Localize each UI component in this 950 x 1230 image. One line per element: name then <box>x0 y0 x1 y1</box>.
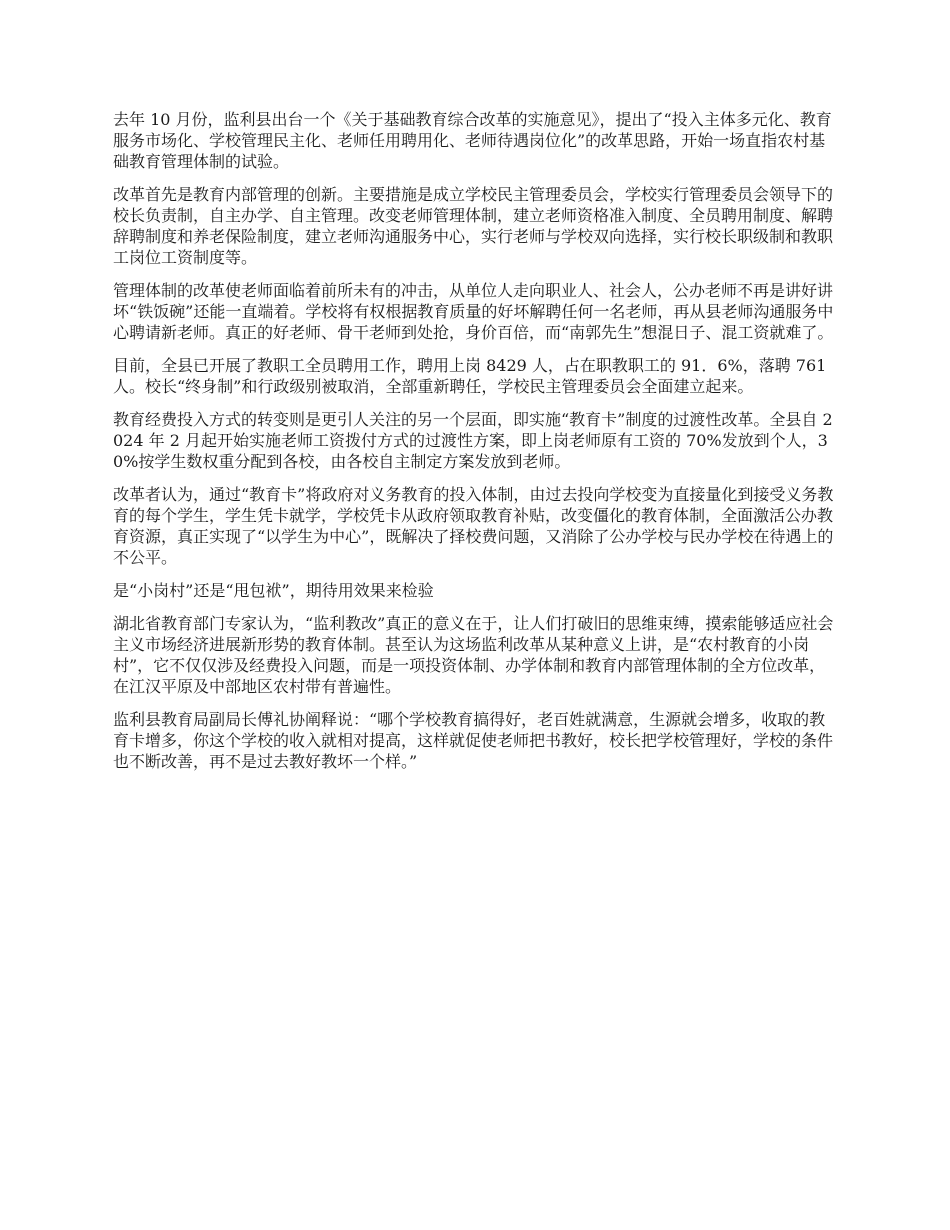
paragraph-1: 去年 10 月份，监利县出台一个《关于基础教育综合改革的实施意见》，提出了“投入主体多元化、教育服务市场化、学校管理民主化、老师任用聘用化、老师待遇岗位化”的改革思路，开始一场直指农村基础教育管理体制的试验。 <box>113 110 832 171</box>
paragraph-5: 教育经费投入方式的转变则是更引人关注的另一个层面，即实施“教育卡”制度的过渡性改革。全县自 2024 年 2 月起开始实施老师工资拨付方式的过渡性方案，即上岗老师原有工资的 70%发放到个人，30%按学生数权重分配到各校，由各校自主制定方案发放到老师。 <box>113 410 833 471</box>
paragraph-6: 改革者认为，通过“教育卡”将政府对义务教育的投入体制，由过去投向学校变为直接量化到接受义务教育的每个学生，学生凭卡就学，学校凭卡从政府领取教育补贴，改变僵化的教育体制，全面激活公办教育资源，真正实现了“以学生为中心”，既解决了择校费问题，又消除了公办学校与民办学校在待遇上的不公平。 <box>113 485 834 567</box>
section-heading: 是“小岗村”还是“甩包袱”，期待用效果来检验 <box>113 581 434 600</box>
paragraph-3: 管理体制的改革使老师面临着前所未有的冲击，从单位人走向职业人、社会人，公办老师不再是讲好讲坏“铁饭碗”还能一直端着。学校将有权根据教育质量的好坏解聘任何一名老师，再从县老师沟通服务中心聘请新老师。真正的好老师、骨干老师到处抢，身价百倍，而“南郭先生”想混日子、混工资就难了。 <box>113 281 834 342</box>
document-body <box>113 109 840 784</box>
paragraph-2: 改革首先是教育内部管理的创新。主要措施是成立学校民主管理委员会，学校实行管理委员会领导下的校长负责制，自主办学、自主管理。改变老师管理体制，建立老师资格准入制度、全员聘用制度、解聘辞聘制度和养老保险制度，建立老师沟通服务中心，实行老师与学校双向选择，实行校长职级制和教职工岗位工资制度等。 <box>113 185 834 267</box>
paragraph-7: 湖北省教育部门专家认为，“监利教改”真正的意义在于，让人们打破旧的思维束缚，摸索能够适应社会主义市场经济进展新形势的教育体制。甚至认为这场监利改革从某种意义上讲，是“农村教育的小岗村”，它不仅仅涉及经费投入问题，而是一项投资体制、办学体制和教育内部管理体制的全方位改革，在江汉平原及中部地区农村带有普遍性。 <box>113 614 834 696</box>
paragraph-4: 目前，全县已开展了教职工全员聘用工作，聘用上岗 8429 人，占在职教职工的 91．6%，落聘 761 人。校长“终身制”和行政级别被取消，全部重新聘任，学校民主管理委员会全面建立起来。 <box>113 356 827 396</box>
paragraph-8: 监利县教育局副局长傅礼协阐释说：“哪个学校教育搞得好，老百姓就满意，生源就会增多，收取的教育卡增多，你这个学校的收入就相对提高，这样就促使老师把书教好，校长把学校管理好，学校的条件也不断改善，再不是过去教好教坏一个样。” <box>113 710 834 771</box>
